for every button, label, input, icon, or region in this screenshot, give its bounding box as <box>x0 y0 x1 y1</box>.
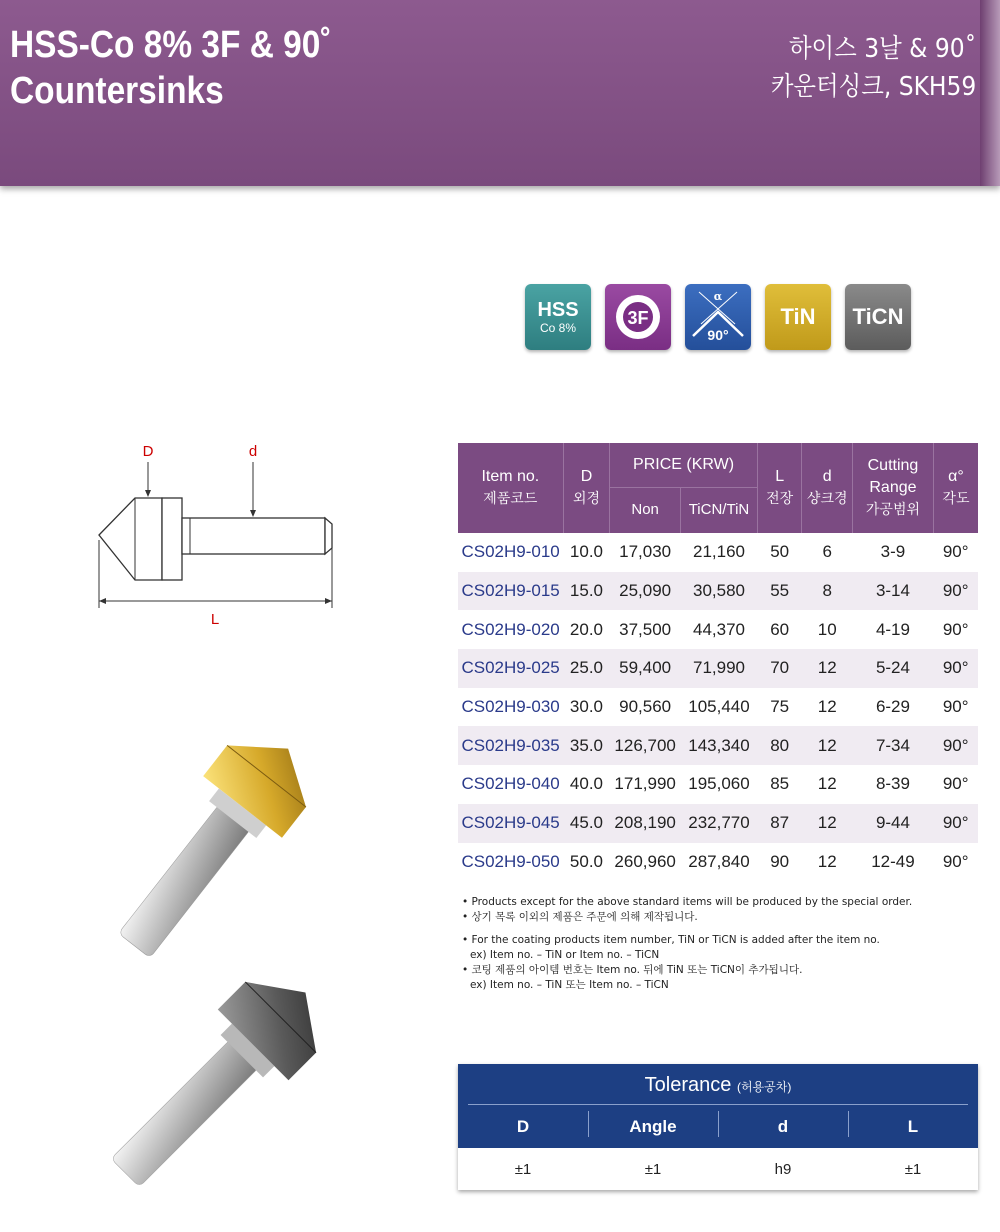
price-non: 171,990 <box>614 774 676 794</box>
korean-title-line-1: 하이스 3날 & 90˚ <box>788 34 976 64</box>
item-code: CS02H9-025 <box>458 649 563 688</box>
angle: 90° <box>942 697 969 717</box>
angle-icon <box>685 284 751 350</box>
shank-d: 10 <box>817 619 837 639</box>
tolerance-title-en: Tolerance <box>644 1074 732 1096</box>
angle: 90° <box>933 726 978 765</box>
header-cutting-en2: Range <box>869 479 917 496</box>
shank-d: 12 <box>817 697 837 717</box>
note-special-order-en: • Products except for the above standard items will be produced by the special order. <box>462 896 913 908</box>
price-non: 59,400 <box>610 649 681 688</box>
diameter-D: 10.0 <box>569 542 604 562</box>
diameter-D: 35.0 <box>563 726 610 765</box>
length-L: 70 <box>757 649 802 688</box>
header-d <box>802 443 853 533</box>
note-coating-example-en: ex) Item no. – TiN or Item no. – TiCN <box>470 949 660 961</box>
angle: 90° <box>942 619 969 639</box>
note-coating-example-ko: ex) Item no. – TiN 또는 Item no. – TiCN <box>470 979 669 991</box>
diameter-D: 40.0 <box>569 774 604 794</box>
hss-label: HSS <box>537 299 579 321</box>
page-title <box>10 22 331 114</box>
tolerance-value-angle: ±1 <box>644 1160 662 1178</box>
title-line-2: Countersinks <box>10 70 224 112</box>
diameter-D: 45.0 <box>563 804 610 843</box>
item-code: CS02H9-015 <box>458 572 563 611</box>
tolerance-col-angle: Angle <box>588 1117 718 1137</box>
table-row <box>458 804 978 843</box>
header-cutting-en1: Cutting <box>867 457 919 474</box>
alpha-symbol: α <box>713 290 723 303</box>
notes <box>462 895 912 993</box>
price-non: 17,030 <box>619 542 672 562</box>
korean-title <box>771 30 976 106</box>
header-price-non: Non <box>610 487 681 533</box>
shank-d: 6 <box>822 542 832 562</box>
length-L: 80 <box>757 726 802 765</box>
shank-d: 12 <box>802 726 853 765</box>
header-price: PRICE (KRW) <box>610 443 758 487</box>
note-coating-ko: • 코팅 제품의 아이템 번호는 Item no. 뒤에 TiN 또는 TiCN이 추가됩니다. <box>462 964 803 976</box>
price-non: 208,190 <box>610 804 681 843</box>
table-row <box>458 610 978 649</box>
header-angle-ko: 각도 <box>942 491 970 507</box>
header-item-no <box>458 443 563 533</box>
price-coated: 21,160 <box>692 542 745 562</box>
cutting-range: 3-9 <box>880 542 906 562</box>
title-line-1: HSS-Co 8% 3F & 90˚ <box>10 24 332 66</box>
item-code: CS02H9-030 <box>461 697 560 717</box>
angle: 90° <box>942 774 969 794</box>
header-cutting-range <box>853 443 934 533</box>
shank-d: 12 <box>802 804 853 843</box>
angle: 90° <box>942 851 969 871</box>
angle-badge <box>685 284 751 350</box>
dimension-d-label: d <box>248 443 258 460</box>
price-non: 37,500 <box>619 619 672 639</box>
length-L: 60 <box>770 619 790 639</box>
length-L: 87 <box>757 804 802 843</box>
ticn-coating-badge: TiCN <box>845 284 911 350</box>
length-L: 50 <box>770 542 790 562</box>
length-L: 75 <box>770 697 790 717</box>
item-code: CS02H9-010 <box>461 542 560 562</box>
cutting-range: 8-39 <box>875 774 910 794</box>
tolerance-col-L: L <box>848 1117 978 1137</box>
header-angle <box>933 443 978 533</box>
diameter-D: 20.0 <box>569 619 604 639</box>
shank-d: 12 <box>802 649 853 688</box>
table-row <box>458 649 978 688</box>
length-L: 90 <box>770 851 790 871</box>
technical-drawing <box>90 436 350 636</box>
price-coated: 105,440 <box>688 697 750 717</box>
price-coated: 71,990 <box>681 649 758 688</box>
tolerance-col-d: d <box>718 1117 848 1137</box>
price-coated: 44,370 <box>692 619 745 639</box>
ticn-countersink-photo <box>70 968 350 1208</box>
tolerance-values <box>458 1148 978 1190</box>
angle: 90° <box>933 649 978 688</box>
angle-value-label: 90° <box>707 327 729 343</box>
tolerance-table <box>458 1064 978 1190</box>
price-non: 90,560 <box>619 697 672 717</box>
header-item-ko: 제품코드 <box>483 491 538 507</box>
shank-d: 12 <box>817 851 837 871</box>
price-non: 260,960 <box>614 851 676 871</box>
angle: 90° <box>933 804 978 843</box>
header-D-en: D <box>580 468 593 485</box>
diameter-D: 50.0 <box>569 851 604 871</box>
tolerance-title <box>458 1064 978 1104</box>
header-D-ko: 외경 <box>572 491 600 507</box>
tolerance-value-d: h9 <box>774 1160 792 1178</box>
tolerance-value-D: ±1 <box>514 1160 532 1178</box>
item-code: CS02H9-050 <box>461 851 560 871</box>
header-banner <box>0 0 1000 186</box>
price-coated: 232,770 <box>681 804 758 843</box>
header-d-en: d <box>822 468 832 485</box>
tolerance-value-L: ±1 <box>904 1160 922 1178</box>
cutting-range: 6-29 <box>875 697 910 717</box>
korean-title-line-2: 카운터싱크, SKH59 <box>770 72 976 102</box>
cutting-range: 3-14 <box>853 572 934 611</box>
header-item-en: Item no. <box>481 468 540 485</box>
tolerance-col-D: D <box>516 1116 530 1136</box>
header-d-ko: 샹크경 <box>806 491 848 507</box>
cutting-range: 4-19 <box>875 619 910 639</box>
angle: 90° <box>942 542 969 562</box>
flute-count-label: 3F <box>627 308 649 328</box>
header-D <box>563 443 610 533</box>
header-L-ko: 전장 <box>766 491 794 507</box>
header-cutting-ko: 가공범위 <box>865 502 921 518</box>
item-code: CS02H9-040 <box>461 774 560 794</box>
cobalt-label: Co 8% <box>539 321 577 335</box>
tolerance-header <box>458 1064 978 1148</box>
item-code: CS02H9-035 <box>458 726 563 765</box>
price-coated: 287,840 <box>688 851 750 871</box>
diameter-D: 25.0 <box>563 649 610 688</box>
dimension-D-label: D <box>142 443 154 460</box>
hss-badge <box>525 284 591 350</box>
diameter-D: 15.0 <box>563 572 610 611</box>
angle: 90° <box>933 572 978 611</box>
diameter-D: 30.0 <box>569 697 604 717</box>
header-angle-en: α° <box>948 468 964 485</box>
cutting-range: 5-24 <box>853 649 934 688</box>
note-special-order-ko: • 상기 목록 이외의 제품은 주문에 의해 제작됩니다. <box>462 911 698 923</box>
cutting-range: 7-34 <box>853 726 934 765</box>
tin-countersink-photo <box>70 735 340 975</box>
tin-coating-badge: TiN <box>765 284 831 350</box>
tolerance-title-ko: (허용공차) <box>736 1080 792 1094</box>
price-coated: 195,060 <box>688 774 750 794</box>
table-row <box>458 533 978 572</box>
cutting-range: 9-44 <box>853 804 934 843</box>
tolerance-columns <box>458 1105 978 1148</box>
length-L: 85 <box>770 774 790 794</box>
page-curl <box>980 0 1000 186</box>
price-non: 126,700 <box>610 726 681 765</box>
shank-d: 8 <box>802 572 853 611</box>
table-row <box>458 572 978 611</box>
table-row <box>458 843 978 882</box>
spec-table <box>458 443 978 881</box>
three-flute-icon <box>605 284 671 350</box>
header-L <box>757 443 802 533</box>
shank-d: 12 <box>817 774 837 794</box>
note-coating-en: • For the coating products item number, TiN or TiCN is added after the item no. <box>462 934 880 946</box>
item-code: CS02H9-020 <box>461 619 560 639</box>
price-coated: 30,580 <box>681 572 758 611</box>
three-flute-badge <box>605 284 671 350</box>
feature-badges <box>525 284 911 350</box>
table-row <box>458 688 978 727</box>
table-row <box>458 726 978 765</box>
header-L-en: L <box>775 468 785 485</box>
dimension-L-label: L <box>210 611 220 628</box>
header-price-coated: TiCN/TiN <box>681 487 758 533</box>
length-L: 55 <box>757 572 802 611</box>
price-coated: 143,340 <box>681 726 758 765</box>
table-row <box>458 765 978 804</box>
cutting-range: 12-49 <box>871 851 915 871</box>
price-non: 25,090 <box>610 572 681 611</box>
item-code: CS02H9-045 <box>458 804 563 843</box>
